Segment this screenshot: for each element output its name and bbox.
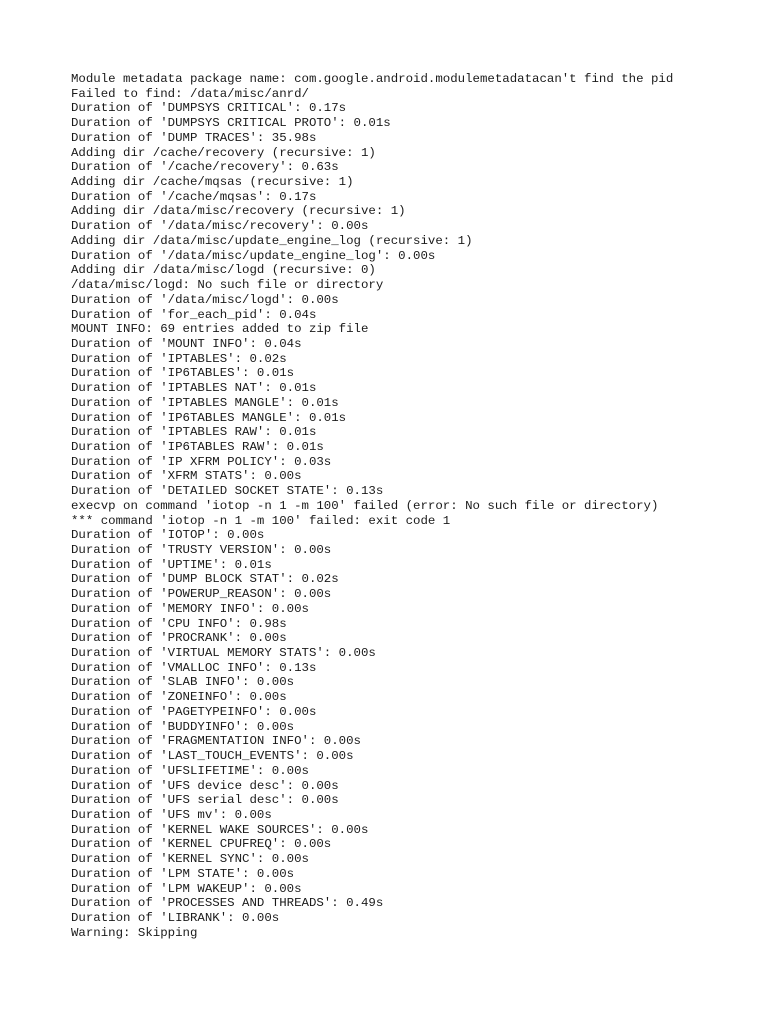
log-line: Duration of 'VIRTUAL MEMORY STATS': 0.00s [71, 646, 376, 661]
log-line: Duration of 'UFS device desc': 0.00s [71, 778, 339, 793]
log-line: Duration of 'DUMP TRACES': 35.98s [71, 130, 317, 145]
log-line: Duration of '/cache/mqsas': 0.17s [71, 189, 317, 204]
log-line: Duration of 'CPU INFO': 0.98s [71, 616, 287, 631]
log-line: Duration of 'IPTABLES': 0.02s [71, 351, 287, 366]
log-line: Module metadata package name: com.google.android.modulemetadatacan't find the pid [71, 72, 674, 86]
log-line: Adding dir /cache/recovery (recursive: 1) [71, 145, 376, 160]
log-line: Duration of 'for_each_pid': 0.04s [71, 307, 317, 322]
log-line: Duration of 'TRUSTY VERSION': 0.00s [71, 543, 332, 557]
log-line: Duration of 'DUMPSYS CRITICAL': 0.17s [71, 101, 347, 116]
log-line: Duration of 'SLAB INFO': 0.00s [71, 675, 295, 690]
log-line: Duration of 'PROCESSES AND THREADS': 0.49s [71, 896, 384, 911]
log-line: Duration of 'KERNEL SYNC': 0.00s [71, 852, 309, 867]
log-line: *** command 'iotop -n 1 -m 100' failed: exit code 1 [71, 513, 451, 528]
log-line: Duration of 'LPM STATE': 0.00s [71, 866, 295, 881]
log-text-block [71, 72, 751, 940]
log-line: Duration of 'MOUNT INFO': 0.04s [71, 336, 302, 351]
log-line: Duration of 'PROCRANK': 0.00s [71, 631, 287, 646]
log-line: Duration of '/data/misc/update_engine_log': 0.00s [71, 248, 436, 263]
log-line: Duration of 'IPTABLES MANGLE': 0.01s [71, 395, 339, 410]
log-line: Duration of 'DUMPSYS CRITICAL PROTO': 0.01s [71, 116, 391, 131]
log-line: /data/misc/logd: No such file or directory [71, 278, 384, 293]
log-line: Adding dir /cache/mqsas (recursive: 1) [71, 175, 354, 190]
log-line: Duration of 'IPTABLES NAT': 0.01s [71, 381, 317, 396]
log-line: Duration of '/data/misc/recovery': 0.00s [71, 219, 369, 234]
log-line: Duration of 'UPTIME': 0.01s [71, 557, 272, 572]
log-line: Duration of 'FRAGMENTATION INFO': 0.00s [71, 734, 361, 749]
log-line: MOUNT INFO: 69 entries added to zip file [71, 322, 369, 337]
log-line: Duration of 'UFS mv': 0.00s [71, 807, 272, 822]
log-line: Duration of 'XFRM STATS': 0.00s [71, 469, 302, 484]
log-line: Duration of '/cache/recovery': 0.63s [71, 160, 339, 175]
log-line: Duration of 'IOTOP': 0.00s [71, 528, 265, 543]
log-line: Duration of 'LAST_TOUCH_EVENTS': 0.00s [71, 749, 354, 764]
log-document [71, 72, 751, 940]
log-line: execvp on command 'iotop -n 1 -m 100' failed (error: No such file or directory) [71, 498, 659, 513]
log-line: Duration of 'VMALLOC INFO': 0.13s [71, 660, 317, 675]
log-line: Warning: Skipping [71, 925, 198, 940]
log-line: Duration of 'PAGETYPEINFO': 0.00s [71, 704, 317, 719]
log-line: Duration of 'LIBRANK': 0.00s [71, 910, 280, 925]
log-line: Duration of 'UFSLIFETIME': 0.00s [71, 763, 309, 778]
log-line: Duration of 'IP6TABLES': 0.01s [71, 366, 295, 381]
log-line: Duration of 'KERNEL CPUFREQ': 0.00s [71, 837, 332, 852]
log-line: Duration of 'KERNEL WAKE SOURCES': 0.00s [71, 822, 369, 837]
log-line: Duration of 'ZONEINFO': 0.00s [71, 690, 287, 705]
log-line: Duration of 'POWERUP_REASON': 0.00s [71, 587, 332, 602]
log-line: Adding dir /data/misc/logd (recursive: 0) [71, 263, 376, 278]
log-line: Adding dir /data/misc/update_engine_log (recursive: 1) [71, 233, 473, 248]
log-line: Duration of 'MEMORY INFO': 0.00s [71, 601, 309, 616]
log-line: Duration of 'IPTABLES RAW': 0.01s [71, 425, 317, 440]
log-line: Duration of 'LPM WAKEUP': 0.00s [71, 881, 302, 896]
log-line: Duration of 'IP6TABLES MANGLE': 0.01s [71, 410, 347, 425]
log-line: Duration of 'BUDDYINFO': 0.00s [71, 719, 295, 734]
log-line: Duration of 'IP6TABLES RAW': 0.01s [71, 439, 324, 454]
log-line: Duration of 'UFS serial desc': 0.00s [71, 793, 339, 808]
log-line: Duration of '/data/misc/logd': 0.00s [71, 292, 339, 307]
log-line: Adding dir /data/misc/recovery (recursive: 1) [71, 204, 406, 219]
log-line: Duration of 'DUMP BLOCK STAT': 0.02s [71, 572, 339, 587]
log-line: Duration of 'DETAILED SOCKET STATE': 0.13s [71, 484, 384, 499]
log-line: Duration of 'IP XFRM POLICY': 0.03s [71, 454, 332, 469]
log-line: Failed to find: /data/misc/anrd/ [71, 86, 309, 101]
